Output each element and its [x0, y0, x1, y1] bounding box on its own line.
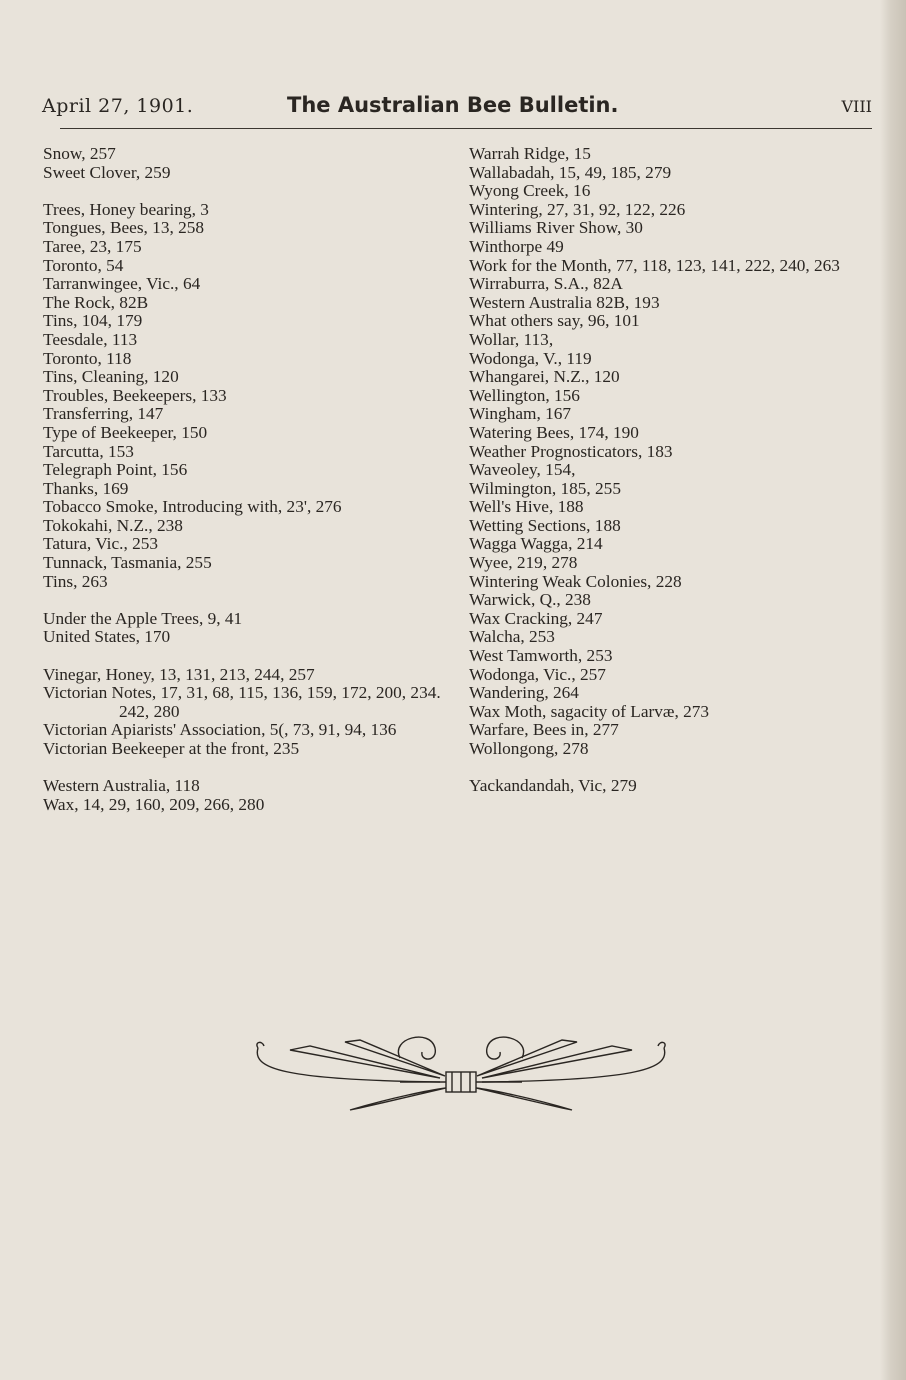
left-index-entry: Type of Beekeeper, 150 — [43, 422, 208, 442]
right-index-entry: Wagga Wagga, 214 — [469, 534, 603, 554]
right-index-entry: Wyee, 219, 278 — [469, 553, 578, 573]
section-gap — [469, 759, 874, 778]
section-gap — [43, 182, 453, 201]
right-index-entry: Watering Bees, 174, 190 — [469, 422, 639, 442]
left-index-entry: Thanks, 169 — [43, 478, 129, 498]
left-index-entry: Tunnack, Tasmania, 255 — [43, 553, 212, 573]
right-index-entry: Wollongong, 278 — [469, 739, 589, 758]
left-index-entry: Teesdale, 113 — [43, 329, 138, 349]
left-index-entry: Tins, 104, 179 — [43, 311, 143, 331]
right-index-entry: Walcha, 253 — [469, 627, 555, 647]
right-index-entry: Wirraburra, S.A., 82A — [469, 274, 623, 294]
right-index-entry: Wellington, 156 — [469, 385, 580, 405]
page-header — [42, 93, 872, 123]
right-index-entry: Wyong Creek, 16 — [469, 181, 591, 201]
left-index-entry: Troubles, Beekeepers, 133 — [43, 385, 227, 405]
left-index-entry: Tins, 263 — [43, 571, 108, 591]
left-index-entry: Wax, 14, 29, 160, 209, 266, 280 — [43, 794, 265, 814]
right-index-entry: Warwick, Q., 238 — [469, 590, 591, 610]
left-index-entry: Sweet Clover, 259 — [43, 162, 171, 182]
right-index-entry: Wintering, 27, 31, 92, 122, 226 — [469, 199, 686, 219]
decorative-ornament — [250, 1028, 672, 1120]
page-number: VIII — [841, 97, 872, 116]
left-index-entry: Tobacco Smoke, Introducing with, 23', 276 — [43, 497, 342, 517]
left-index-entry: Victorian Apiarists' Association, 5(, 73, 91, 94, 136 — [43, 720, 397, 740]
right-index-entry: Wodonga, V., 119 — [469, 348, 592, 368]
index-column-left — [43, 145, 453, 814]
right-index-entry: Wilmington, 185, 255 — [469, 478, 621, 498]
publication-title: The Australian Bee Bulletin. — [287, 93, 619, 117]
left-index-entry: Vinegar, Honey, 13, 131, 213, 244, 257 — [43, 664, 315, 684]
right-index-entry: Wandering, 264 — [469, 683, 579, 703]
right-index-entry: What others say, 96, 101 — [469, 311, 640, 331]
left-index-entry: Victorian Beekeeper at the front, 235 — [43, 739, 300, 758]
left-index-entry: The Rock, 82B — [43, 292, 149, 312]
left-index-entry: Tongues, Bees, 13, 258 — [43, 218, 205, 238]
left-index-entry: Western Australia, 118 — [43, 776, 200, 796]
left-index-entry: Tokokahi, N.Z., 238 — [43, 515, 183, 535]
right-index-entry: Work for the Month, 77, 118, 123, 141, 222, 240, 263 — [469, 255, 840, 275]
left-index-entry: Tarranwingee, Vic., 64 — [43, 274, 201, 294]
left-index-entry: Tatura, Vic., 253 — [43, 534, 159, 554]
section-gap — [43, 591, 453, 610]
left-index-entry: Trees, Honey bearing, 3 — [43, 199, 209, 219]
index-column-right — [469, 145, 874, 796]
left-index-entry: Taree, 23, 175 — [43, 236, 142, 256]
left-index-entry: Snow, 257 — [43, 144, 116, 163]
section-gap — [43, 759, 453, 778]
right-index-entry: Winthorpe 49 — [469, 236, 564, 256]
right-index-entry: Wax Cracking, 247 — [469, 608, 603, 628]
right-index-entry: Wollar, 113, — [469, 329, 554, 349]
left-index-entry: Telegraph Point, 156 — [43, 460, 188, 480]
right-index-entry: Western Australia 82B, 193 — [469, 292, 660, 312]
section-gap — [43, 647, 453, 666]
right-index-entry: Whangarei, N.Z., 120 — [469, 367, 620, 387]
left-index-entry: Victorian Notes, 17, 31, 68, 115, 136, 159, 172, 200, 234. 242, 280 — [43, 683, 441, 721]
right-index-entry: Warfare, Bees in, 277 — [469, 720, 619, 740]
right-index-entry: Warrah Ridge, 15 — [469, 144, 591, 163]
left-index-entry: Tarcutta, 153 — [43, 441, 134, 461]
right-index-entry: Waveoley, 154, — [469, 460, 576, 480]
issue-date: April 27, 1901. — [42, 95, 194, 117]
left-index-entry: Tins, Cleaning, 120 — [43, 367, 179, 387]
left-index-entry: United States, 170 — [43, 627, 171, 647]
right-index-entry: Wingham, 167 — [469, 404, 572, 424]
left-index-entry: Toronto, 54 — [43, 255, 124, 275]
right-index-entry: Wetting Sections, 188 — [469, 515, 621, 535]
left-index-entry: Toronto, 118 — [43, 348, 132, 368]
header-rule — [60, 128, 872, 129]
right-index-entry: Well's Hive, 188 — [469, 497, 584, 517]
right-index-entry: West Tamworth, 253 — [469, 646, 613, 666]
right-index-entry: Weather Prognosticators, 183 — [469, 441, 673, 461]
right-index-entry: Williams River Show, 30 — [469, 218, 643, 238]
right-index-entry: Wodonga, Vic., 257 — [469, 664, 606, 684]
left-index-entry: Under the Apple Trees, 9, 41 — [43, 608, 243, 628]
page-edge — [880, 0, 906, 1380]
left-index-entry: Transferring, 147 — [43, 404, 164, 424]
right-index-entry: Wax Moth, sagacity of Larvæ, 273 — [469, 701, 710, 721]
right-index-entry: Yackandandah, Vic, 279 — [469, 776, 637, 796]
right-index-entry: Wintering Weak Colonies, 228 — [469, 571, 682, 591]
right-index-entry: Wallabadah, 15, 49, 185, 279 — [469, 162, 672, 182]
